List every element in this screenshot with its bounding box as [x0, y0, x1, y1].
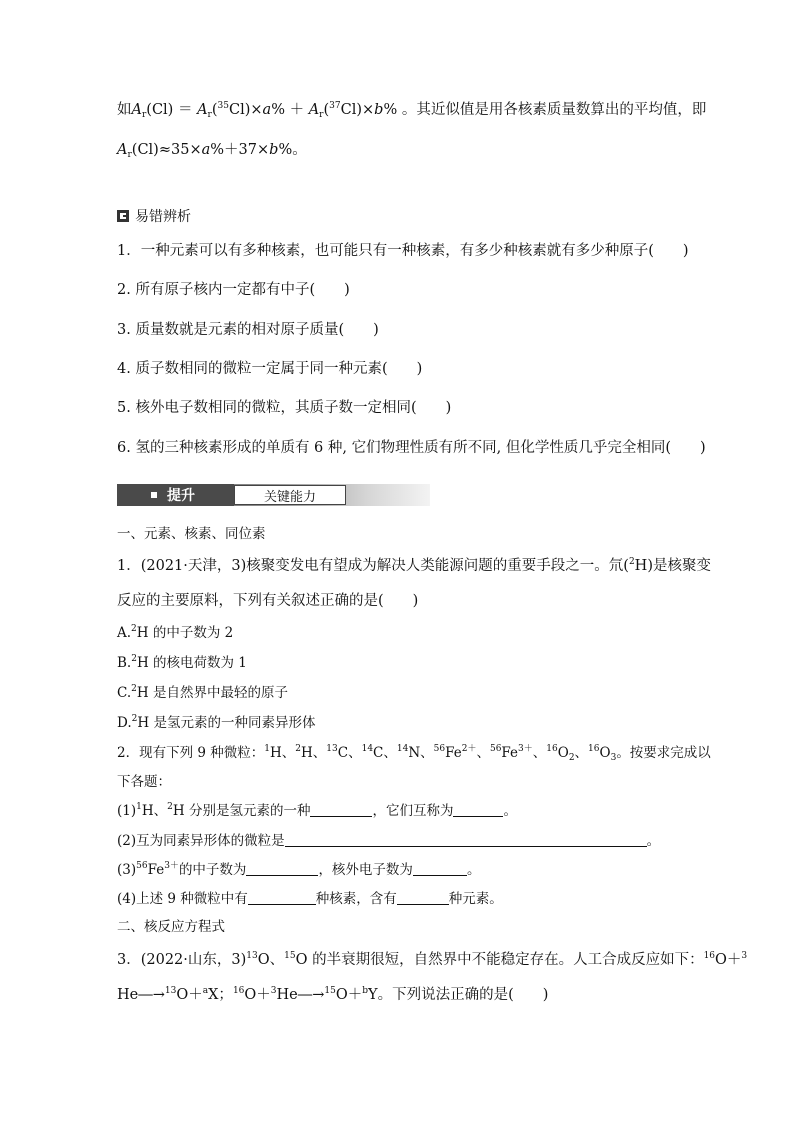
banner-square-icon — [151, 492, 157, 498]
error-item-2: 2. 所有原子核内一定都有中子( ) — [117, 282, 350, 298]
answer-blank[interactable] — [413, 861, 467, 876]
formula-line-2: $A_r(Cl)\approx 35\times a\%+37\times b\%$。 — [117, 142, 307, 160]
q3-line-2: He―→$^{13}$O＋$^a$X；$^{16}$O＋$^3$He―→$^{15}$O＋$^b$Y。下列说法正确的是( ) — [117, 986, 549, 1003]
answer-blank[interactable] — [397, 890, 449, 905]
q1-option-b: B.$^2$H 的核电荷数为 1 — [117, 654, 247, 671]
error-item-5: 5. 核外电子数相同的微粒，其质子数一定相同( ) — [117, 400, 452, 416]
error-item-6: 6. 氢的三种核素形成的单质有 6 种, 它们物理性质有所不同, 但化学性质几乎完全相同( ) — [117, 440, 706, 456]
q2-part-3: $(3)^{56}Fe^{3+}$的中子数为 ，核外电子数为 。 — [117, 861, 481, 878]
formula-line-1: 如$A_r(Cl) = A_r(^{35}Cl)\times a\% + A_r(^{37}Cl)\times b\%$ 。其近似值是用各核素质量数算出的平均值，即 — [117, 101, 707, 120]
q1-option-c: C.$^2$H 是自然界中最轻的原子 — [117, 684, 288, 701]
q2-line-2: 下各题： — [117, 774, 171, 790]
part2-title: 二、核反应方程式 — [117, 919, 225, 935]
q1-option-a: A.$^2$H 的中子数为 2 — [117, 624, 234, 641]
q1-line-2: 反应的主要原料，下列有关叙述正确的是( ) — [117, 593, 419, 609]
section-banner — [117, 482, 430, 506]
answer-blank[interactable] — [285, 832, 647, 847]
answer-blank[interactable] — [248, 890, 316, 905]
error-item-1: 1．一种元素可以有多种核素，也可能只有一种核素，有多少种核素就有多少种原子( ) — [117, 243, 689, 259]
q1-option-d: D.$^2$H 是氢元素的一种同素异形体 — [117, 714, 316, 731]
banner-left: 提升 — [117, 484, 234, 506]
answer-blank[interactable] — [310, 802, 372, 817]
section-title: 易错辨析 — [135, 209, 191, 225]
section-header-errors — [117, 206, 191, 226]
error-item-3: 3. 质量数就是元素的相对原子质量( ) — [117, 322, 379, 338]
q2-part-4: (4)上述 9 种微粒中有 种核素，含有 种元素。 — [117, 891, 503, 907]
q2-intro: 2．现有下列 9 种微粒：$^1$H、$^2$H、$^{13}$C、$^{14}$C、$^{14}$N、$^{56}Fe^{2+}$、$^{56}Fe^{3+}$、$^{16}O_2$、$^{16}O_3$。按要求完成以 — [117, 744, 711, 763]
q1-line-1: 1．(2021·天津，3)核聚变发电有望成为解决人类能源问题的重要手段之一。氘($^2$H)是核聚变 — [117, 557, 711, 574]
section-marker-icon — [117, 210, 129, 222]
q3-line-1: 3．(2022·山东，3)$^{13}$O、$^{15}$O 的半衰期很短，自然界中不能稳定存在。人工合成反应如下：$^{16}$O＋$^3$ — [117, 951, 748, 968]
banner-right: 关键能力 — [234, 485, 346, 505]
q2-part-1: $(1)^1H$、$^2$H 分别是氢元素的一种 ，它们互称为 。 — [117, 802, 517, 819]
q2-part-2: (2)互为同素异形体的微粒是 。 — [117, 833, 661, 849]
error-item-4: 4. 质子数相同的微粒一定属于同一种元素( ) — [117, 361, 423, 377]
part1-title: 一、元素、核素、同位素 — [117, 526, 266, 542]
answer-blank[interactable] — [246, 861, 318, 876]
answer-blank[interactable] — [453, 802, 503, 817]
